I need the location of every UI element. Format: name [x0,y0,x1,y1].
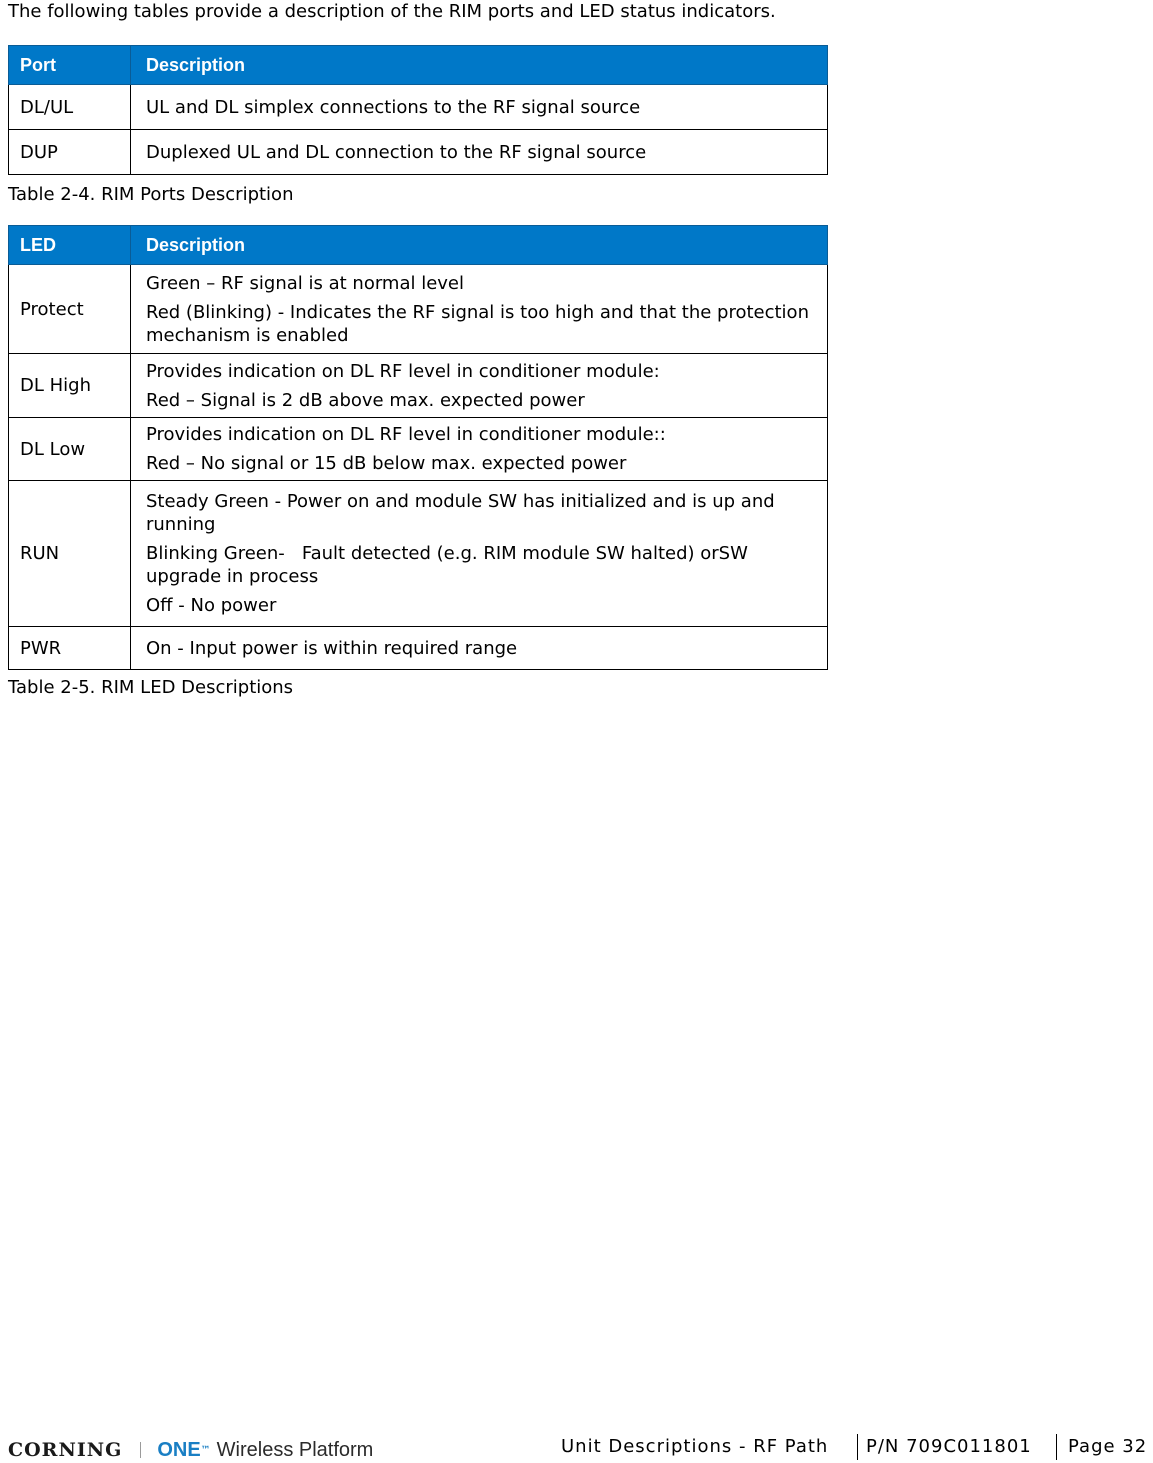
port-description: UL and DL simplex connections to the RF signal source [131,85,828,130]
description-line: Red (Blinking) - Indicates the RF signal is too high and that the protection mechanism is enabled [146,301,809,346]
ports-table [8,45,828,175]
description-line: Off - No power [146,595,277,616]
led-table [8,225,828,670]
ports-table-caption: Table 2-4. RIM Ports Description [8,184,294,205]
led-name: RUN [9,481,131,627]
led-name: DL High [9,354,131,418]
header-led: LED [9,226,131,265]
led-table-caption: Table 2-5. RIM LED Descriptions [8,677,294,698]
description-line: On - Input power is within required range [146,637,518,659]
table-header-row [9,226,828,265]
led-name: DL Low [9,418,131,481]
led-description [131,265,828,354]
table-row [9,130,828,175]
port-description: Duplexed UL and DL connection to the RF signal source [131,130,828,175]
led-name: Protect [9,265,131,354]
table-row [9,481,828,627]
footer-section-title: Unit Descriptions - RF Path [561,1436,829,1457]
footer-part-number: P/N 709C011801 [866,1436,1032,1457]
table-row [9,418,828,481]
intro-text: The following tables provide a description of the RIM ports and LED status indicators. [8,1,776,22]
table-row [9,265,828,354]
description-line: Provides indication on DL RF level in conditioner module: [146,360,660,382]
footer-page-number: Page 32 [1068,1436,1148,1457]
logo-divider [140,1442,141,1458]
port-name: DUP [9,130,131,175]
description-line: Blinking Green- Fault detected (e.g. RIM module SW halted) orSW upgrade in process [146,543,754,587]
logo-corning-text: CORNING [8,1439,123,1461]
table-row [9,85,828,130]
description-line: Green – RF signal is at normal level [146,272,465,294]
header-description: Description [131,46,828,85]
led-description [131,481,828,627]
led-description [131,627,828,670]
description-line: Steady Green - Power on and module SW has initialized and is up and running [146,491,775,535]
led-description [131,418,828,481]
description-line: Provides indication on DL RF level in conditioner module:: [146,424,666,445]
port-name: DL/UL [9,85,131,130]
corning-logo [8,1438,373,1462]
page-footer [0,1432,1153,1462]
table-header-row [9,46,828,85]
led-name: PWR [9,627,131,670]
footer-divider [857,1434,858,1460]
description-line: Red – No signal or 15 dB below max. expected power [146,453,627,474]
table-row [9,354,828,418]
description-line: Red – Signal is 2 dB above max. expected power [146,389,585,411]
header-description: Description [131,226,828,265]
footer-divider [1056,1434,1057,1460]
logo-one-text: ONE [157,1438,201,1461]
logo-platform-text: Wireless Platform [216,1438,374,1461]
logo-trademark: ™ [200,1444,211,1456]
header-port: Port [9,46,131,85]
table-row [9,627,828,670]
led-description [131,354,828,418]
